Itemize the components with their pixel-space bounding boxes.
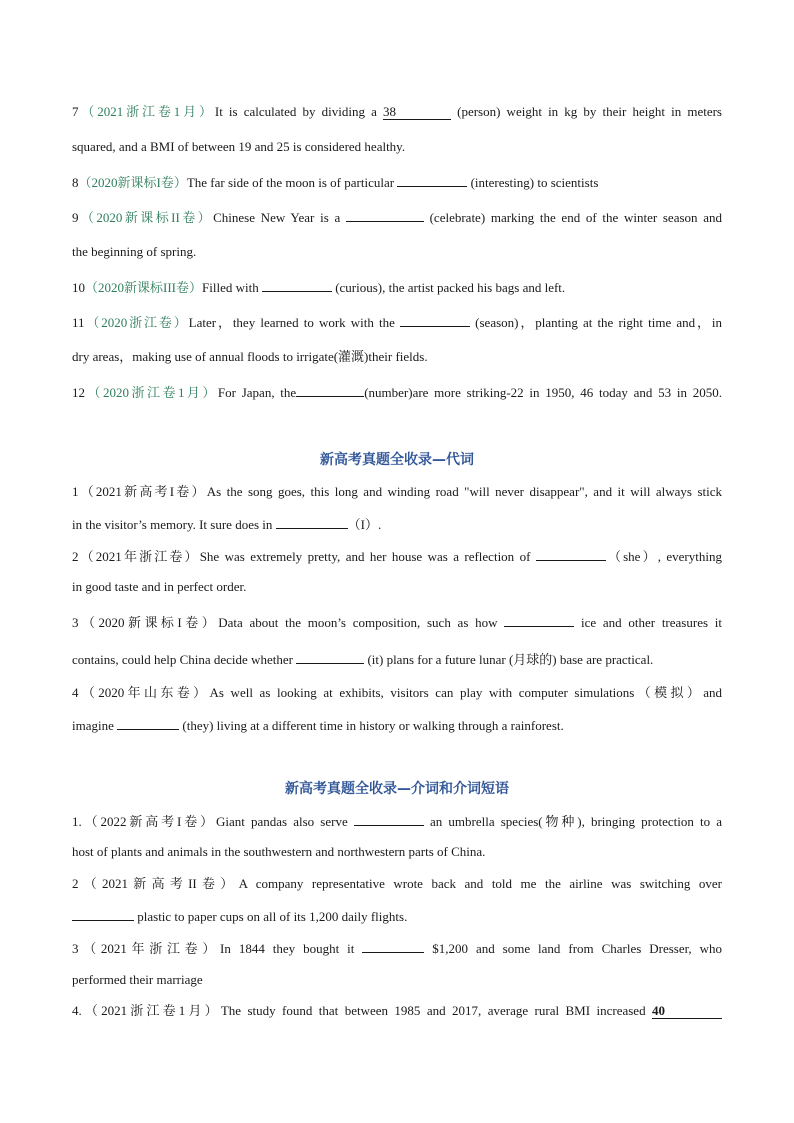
- question-text: (it) plans for a future lunar (月球的) base are practical.: [364, 652, 654, 667]
- answer-blank[interactable]: [117, 715, 179, 730]
- question-text: （she）, everything: [605, 549, 722, 564]
- question-source: （2020新课标III卷）: [85, 280, 202, 295]
- answer-blank[interactable]: [354, 811, 424, 826]
- question-text: (they) living at a different time in history or walking through a rainforest.: [179, 718, 564, 733]
- preposition-question-4: [72, 1001, 722, 1021]
- question-text: in good taste and in perfect order.: [72, 579, 247, 594]
- question-text: performed their marriage: [72, 972, 203, 987]
- question-text: Filled with: [202, 280, 262, 295]
- question-number: 3: [72, 615, 79, 630]
- preposition-question-1-line-1: [72, 811, 722, 832]
- question-source: （2020新课标II卷）: [78, 210, 214, 225]
- question-source: （2021年浙江卷）: [78, 549, 200, 564]
- pronoun-question-3-line-2: [72, 649, 722, 670]
- question-text: It is calculated by dividing a: [214, 104, 383, 119]
- question-number: 4.: [72, 1003, 82, 1018]
- question-text: （I）.: [347, 517, 382, 532]
- question-number: 4: [72, 685, 79, 700]
- question-number: 1.: [72, 814, 82, 829]
- pronoun-question-1-line-1: [72, 482, 722, 502]
- pronoun-question-4-line-2: [72, 715, 722, 736]
- answer-blank[interactable]: [536, 546, 606, 561]
- question-text: The far side of the moon is of particular: [186, 175, 398, 190]
- question-text: As the song goes, this long and winding road "will never disappear", and it will always stick: [206, 484, 722, 499]
- question-source: （2020年山东卷）: [78, 685, 210, 700]
- preposition-question-1-line-2: [72, 842, 722, 862]
- section-heading-pronouns: 新高考真题全收录—代词: [320, 452, 474, 468]
- question-number: 7: [72, 104, 79, 119]
- question-text: (person) weight in kg by their height in meters: [451, 104, 722, 119]
- question-text: plastic to paper cups on all of its 1,200 daily flights.: [134, 909, 408, 924]
- question-source: （2020新课标I卷）: [78, 175, 187, 190]
- question-source: （2022新高考I卷）: [81, 814, 216, 829]
- question-text: (season)，planting at the right time and，in: [470, 315, 722, 330]
- question-text: (curious), the artist packed his bags and left.: [331, 280, 566, 295]
- pronoun-question-2-line-1: [72, 546, 722, 567]
- question-7-line-1: [72, 102, 722, 122]
- question-text: squared, and a BMI of between 19 and 25 is considered healthy.: [72, 139, 406, 154]
- answer-text: 38: [383, 104, 396, 119]
- question-8: [72, 172, 722, 193]
- question-source: （2020浙江卷1月）: [85, 385, 218, 400]
- question-number: 8: [72, 175, 79, 190]
- question-text: $1,200 and some land from Charles Dresser, who: [424, 941, 722, 956]
- question-11-line-1: [72, 312, 722, 333]
- question-source: （2021新高考I卷）: [78, 484, 207, 499]
- question-11-line-2: [72, 347, 722, 367]
- question-text: (number)are more striking-22 in 1950, 46 today and 53 in 2050.: [364, 385, 722, 400]
- question-text: the beginning of spring.: [72, 244, 197, 259]
- answer-blank[interactable]: [383, 105, 451, 120]
- question-number: 10: [72, 280, 85, 295]
- answer-blank[interactable]: [362, 938, 424, 953]
- question-10: [72, 277, 722, 298]
- question-source: （2020浙江卷）: [84, 315, 189, 330]
- question-text: For Japan, the: [217, 385, 297, 400]
- question-text: (interesting) to scientists: [467, 175, 599, 190]
- answer-blank[interactable]: [397, 172, 467, 187]
- answer-blank[interactable]: [276, 514, 348, 529]
- preposition-question-3-line-2: [72, 970, 722, 990]
- question-text: As well as looking at exhibits, visitors can play with computer simulations（模拟）and: [209, 685, 722, 700]
- answer-blank[interactable]: [72, 906, 134, 921]
- section-heading-prepositions: 新高考真题全收录—介词和介词短语: [285, 781, 509, 797]
- answer-blank[interactable]: [652, 1004, 722, 1019]
- pronoun-question-2-line-2: [72, 577, 722, 597]
- question-text: Later，they learned to work with the: [188, 315, 401, 330]
- question-9-line-2: [72, 242, 722, 262]
- question-source: （2021浙江卷1月）: [81, 1003, 221, 1018]
- preposition-question-2-line-2: [72, 906, 722, 927]
- preposition-question-2-line-1: [72, 874, 722, 894]
- question-text: an umbrella species(物种), bringing protection to a: [423, 814, 722, 829]
- answer-text: 40: [652, 1003, 665, 1018]
- question-text: In 1844 they bought it: [220, 941, 363, 956]
- answer-blank[interactable]: [296, 382, 364, 397]
- question-number: 11: [72, 315, 85, 330]
- question-number: 2: [72, 876, 79, 891]
- question-text: She was extremely pretty, and her house was a reflection of: [199, 549, 536, 564]
- question-text: in the visitor’s memory. It sure does in: [72, 517, 276, 532]
- question-7-line-2: [72, 137, 722, 157]
- pronoun-question-4-line-1: [72, 683, 722, 703]
- question-text: imagine: [72, 718, 118, 733]
- question-number: 12: [72, 385, 85, 400]
- question-text: dry areas，making use of annual floods to irrigate(灌溉)their fields.: [72, 349, 428, 364]
- question-number: 3: [72, 941, 79, 956]
- question-text: Data about the moon’s composition, such as how: [218, 615, 505, 630]
- question-number: 1: [72, 484, 79, 499]
- question-text: ice and other treasures it: [574, 615, 722, 630]
- answer-blank[interactable]: [296, 649, 364, 664]
- pronoun-question-3-line-1: [72, 612, 722, 633]
- preposition-question-3-line-1: [72, 938, 722, 959]
- question-text: Giant pandas also serve: [216, 814, 354, 829]
- question-source: （2020新课标I卷）: [78, 615, 219, 630]
- question-text: Chinese New Year is a: [213, 210, 346, 225]
- question-number: 2: [72, 549, 79, 564]
- question-12: [72, 382, 722, 403]
- question-text: contains, could help China decide whether: [72, 652, 297, 667]
- pronoun-question-1-line-2: [72, 514, 722, 535]
- answer-blank[interactable]: [400, 312, 470, 327]
- answer-blank[interactable]: [504, 612, 574, 627]
- answer-blank[interactable]: [262, 277, 332, 292]
- question-source: （2021浙江卷1月）: [78, 104, 215, 119]
- question-number: 9: [72, 210, 79, 225]
- question-text: (celebrate) marking the end of the winter season and: [423, 210, 722, 225]
- answer-blank[interactable]: [346, 207, 424, 222]
- question-text: A company representative wrote back and told me the airline was switching over: [238, 876, 722, 891]
- question-text: host of plants and animals in the southwestern and northwestern parts of China.: [72, 844, 486, 859]
- question-source: （2021年浙江卷）: [78, 941, 221, 956]
- question-text: The study found that between 1985 and 2017, average rural BMI increased: [220, 1003, 652, 1018]
- question-source: （2021新高考II卷）: [78, 876, 239, 891]
- question-9-line-1: [72, 207, 722, 228]
